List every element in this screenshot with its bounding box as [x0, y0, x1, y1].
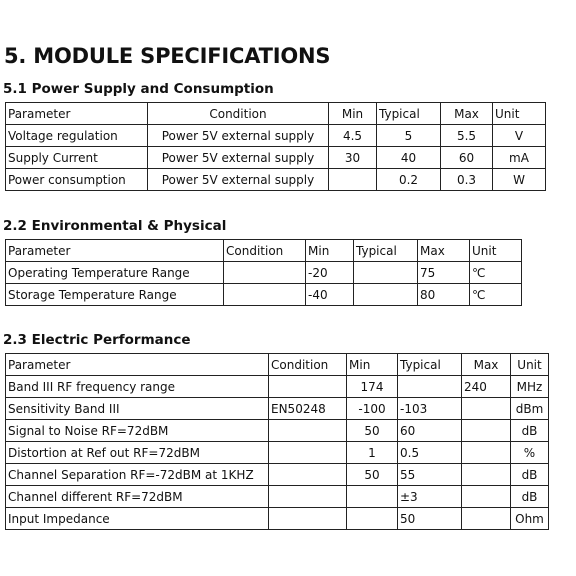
table-cell	[347, 508, 398, 530]
power-supply-table-body	[6, 103, 546, 191]
column-header: Unit	[511, 354, 549, 376]
section-heading-electric: 2.3 Electric Performance	[3, 332, 191, 348]
table-cell: -103	[398, 398, 462, 420]
electric-performance-table-body	[6, 354, 549, 530]
table-cell	[269, 376, 347, 398]
table-cell	[462, 486, 511, 508]
table-cell	[354, 284, 418, 306]
table-header-row	[6, 240, 522, 262]
table-cell	[462, 508, 511, 530]
table-cell: Power 5V external supply	[148, 147, 329, 169]
table-cell: dB	[511, 420, 549, 442]
table-cell	[269, 420, 347, 442]
column-header: Unit	[470, 240, 522, 262]
table-row	[6, 147, 546, 169]
table-cell: Sensitivity Band III	[6, 398, 269, 420]
table-cell: Channel different RF=72dBM	[6, 486, 269, 508]
table-row	[6, 398, 549, 420]
column-header: Condition	[148, 103, 329, 125]
column-header: Condition	[269, 354, 347, 376]
table-cell: 1	[347, 442, 398, 464]
table-cell: Signal to Noise RF=72dBM	[6, 420, 269, 442]
table-row	[6, 464, 549, 486]
table-cell	[329, 169, 377, 191]
table-cell	[462, 442, 511, 464]
table-cell: Ohm	[511, 508, 549, 530]
column-header: Min	[306, 240, 354, 262]
table-cell: Storage Temperature Range	[6, 284, 224, 306]
table-row	[6, 262, 522, 284]
table-cell	[462, 398, 511, 420]
column-header: Min	[347, 354, 398, 376]
table-cell: %	[511, 442, 549, 464]
table-cell: V	[493, 125, 546, 147]
table-cell: 80	[418, 284, 470, 306]
electric-performance-table	[5, 353, 549, 530]
table-cell: 5	[377, 125, 441, 147]
column-header: Max	[441, 103, 493, 125]
column-header: Unit	[493, 103, 546, 125]
table-cell	[462, 420, 511, 442]
table-cell: ℃	[470, 284, 522, 306]
environmental-table-body	[6, 240, 522, 306]
table-cell: 0.2	[377, 169, 441, 191]
column-header: Parameter	[6, 354, 269, 376]
table-cell: dB	[511, 464, 549, 486]
table-row	[6, 486, 549, 508]
table-cell	[224, 284, 306, 306]
table-cell: 174	[347, 376, 398, 398]
power-supply-table	[5, 102, 546, 191]
table-cell	[354, 262, 418, 284]
table-cell: Distortion at Ref out RF=72dBM	[6, 442, 269, 464]
table-cell: 4.5	[329, 125, 377, 147]
table-cell: Voltage regulation	[6, 125, 148, 147]
table-cell: mA	[493, 147, 546, 169]
table-cell: Input Impedance	[6, 508, 269, 530]
page-title: 5. MODULE SPECIFICATIONS	[4, 44, 331, 68]
table-cell: 60	[441, 147, 493, 169]
table-cell: 0.3	[441, 169, 493, 191]
table-cell: Operating Temperature Range	[6, 262, 224, 284]
table-cell: -100	[347, 398, 398, 420]
table-cell	[224, 262, 306, 284]
table-cell: dBm	[511, 398, 549, 420]
table-cell: 5.5	[441, 125, 493, 147]
column-header: Min	[329, 103, 377, 125]
table-cell: Band III RF frequency range	[6, 376, 269, 398]
table-row	[6, 376, 549, 398]
table-header-row	[6, 103, 546, 125]
table-row	[6, 442, 549, 464]
table-cell	[269, 508, 347, 530]
table-cell: 50	[398, 508, 462, 530]
table-cell: ℃	[470, 262, 522, 284]
table-cell: 50	[347, 464, 398, 486]
table-cell	[462, 464, 511, 486]
table-cell: 75	[418, 262, 470, 284]
table-cell	[347, 486, 398, 508]
table-cell: 0.5	[398, 442, 462, 464]
table-cell: 240	[462, 376, 511, 398]
table-cell	[398, 376, 462, 398]
table-cell: Power 5V external supply	[148, 125, 329, 147]
table-cell: dB	[511, 486, 549, 508]
table-cell	[269, 442, 347, 464]
column-header: Parameter	[6, 103, 148, 125]
column-header: Max	[462, 354, 511, 376]
table-cell: -40	[306, 284, 354, 306]
table-cell	[269, 486, 347, 508]
table-row	[6, 420, 549, 442]
table-cell: -20	[306, 262, 354, 284]
table-cell	[269, 464, 347, 486]
table-cell: EN50248	[269, 398, 347, 420]
column-header: Typical	[398, 354, 462, 376]
column-header: Parameter	[6, 240, 224, 262]
column-header: Typical	[377, 103, 441, 125]
table-cell: 50	[347, 420, 398, 442]
table-cell: ±3	[398, 486, 462, 508]
table-row	[6, 169, 546, 191]
table-row	[6, 125, 546, 147]
table-cell: Power 5V external supply	[148, 169, 329, 191]
table-cell: Channel Separation RF=-72dBM at 1KHZ	[6, 464, 269, 486]
table-cell: MHz	[511, 376, 549, 398]
table-cell: 55	[398, 464, 462, 486]
table-header-row	[6, 354, 549, 376]
column-header: Typical	[354, 240, 418, 262]
section-heading-power: 5.1 Power Supply and Consumption	[3, 81, 274, 97]
table-cell: 40	[377, 147, 441, 169]
table-cell: Supply Current	[6, 147, 148, 169]
table-cell: W	[493, 169, 546, 191]
table-row	[6, 284, 522, 306]
environmental-table	[5, 239, 522, 306]
table-row	[6, 508, 549, 530]
column-header: Condition	[224, 240, 306, 262]
table-cell: 30	[329, 147, 377, 169]
table-cell: Power consumption	[6, 169, 148, 191]
column-header: Max	[418, 240, 470, 262]
section-heading-environmental: 2.2 Environmental & Physical	[3, 218, 227, 234]
table-cell: 60	[398, 420, 462, 442]
